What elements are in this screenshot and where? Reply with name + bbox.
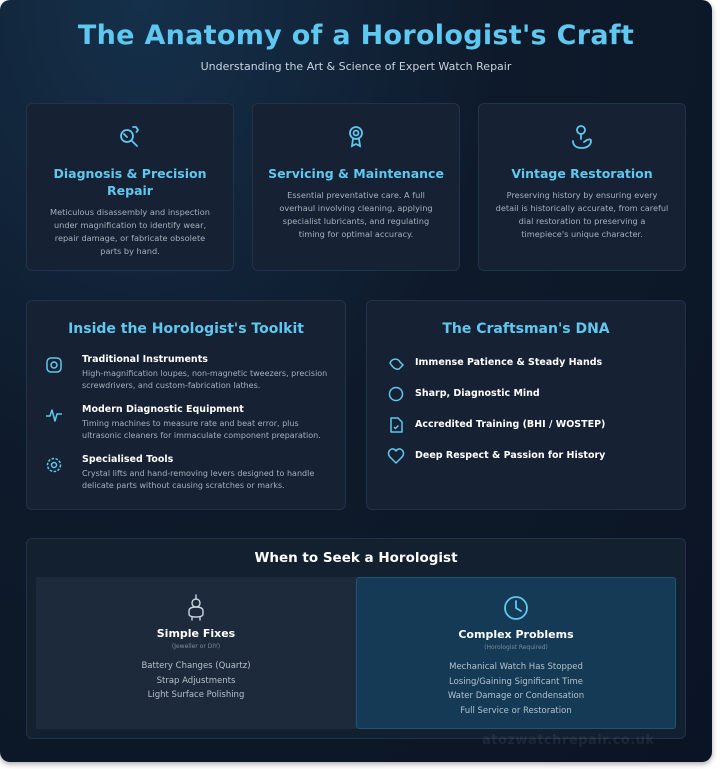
simple-fixes-panel (36, 577, 356, 729)
robot-icon (183, 593, 209, 621)
list-item: Full Service or Restoration (460, 705, 572, 716)
complex-problems-list (357, 660, 675, 718)
toolkit-item (45, 354, 333, 398)
watermark: atozwatchrepair.co.uk (482, 733, 655, 748)
mind-icon (387, 385, 405, 403)
service-description: Meticulous disassembly and inspection under magnification to identify wear, repair damage, or fabricate obsolete parts by hand. (50, 207, 210, 256)
simple-fixes-title: Simple Fixes (156, 627, 236, 640)
dna-item (387, 447, 673, 469)
complex-problems-title: Complex Problems (458, 628, 574, 641)
toolkit-item-title: Modern Diagnostic Equipment (82, 404, 244, 415)
list-item: Mechanical Watch Has Stopped (449, 662, 583, 672)
toolkit-item-title: Specialised Tools (82, 454, 174, 465)
toolkit-card (26, 300, 346, 510)
toolkit-item-description: Crystal lifts and hand-removing levers designed to handle delicate parts without causing scratches or marks. (82, 469, 315, 490)
when-title: When to Seek a Horologist (254, 550, 458, 566)
service-title: Servicing & Maintenance (268, 166, 444, 181)
service-title: Vintage Restoration (511, 166, 653, 181)
dna-item (387, 416, 673, 438)
dna-item-label: Immense Patience & Steady Hands (415, 357, 603, 368)
page-subtitle: Understanding the Art & Science of Expert Watch Repair (200, 60, 512, 73)
toolkit-title: Inside the Horologist's Toolkit (68, 321, 304, 337)
list-item: Battery Changes (Quartz) (141, 661, 251, 671)
service-title: Diagnosis & Precision Repair (53, 166, 207, 198)
service-card-restoration (478, 103, 686, 271)
gear-icon (45, 456, 63, 474)
page-title: The Anatomy of a Horologist's Craft (77, 20, 635, 51)
service-card-diagnosis (26, 103, 234, 271)
dna-item (387, 385, 673, 407)
magnifier-wrench-icon (116, 122, 144, 150)
list-item: Losing/Gaining Significant Time (449, 676, 583, 687)
complex-problems-panel (356, 577, 676, 729)
dna-item-label: Sharp, Diagnostic Mind (415, 388, 540, 399)
list-item: Light Surface Polishing (147, 690, 245, 700)
award-medal-icon (342, 122, 370, 150)
dna-title: The Craftsman's DNA (442, 321, 610, 337)
toolkit-item (45, 454, 333, 498)
clock-icon (502, 594, 530, 622)
toolkit-item-description: High-magnification loupes, non-magnetic tweezers, precision screwdrivers, and custom-fabrication lathes. (82, 369, 328, 390)
toolkit-item (45, 404, 333, 448)
service-description: Preserving history by ensuring every detail is historically accurate, from careful dial restoration to preserving a timepiece's unique character. (495, 190, 669, 239)
hand-holding-icon (568, 122, 596, 150)
dna-item (387, 354, 673, 376)
instrument-icon (45, 356, 63, 374)
dna-card (366, 300, 686, 510)
service-card-servicing (252, 103, 460, 271)
steady-hand-icon (387, 354, 405, 372)
toolkit-item-title: Traditional Instruments (82, 354, 208, 365)
list-item: Water Damage or Condensation (447, 691, 585, 701)
service-description: Essential preventative care. A full overhaul involving cleaning, applying specialist lubricants, and regulating timing for optimal accuracy. (279, 190, 433, 239)
simple-fixes-list (36, 659, 356, 703)
toolkit-item-description: Timing machines to measure rate and beat error, plus ultrasonic cleaners for immaculate component preparation. (82, 419, 321, 440)
complex-problems-note: (Horologist Required) (484, 644, 548, 651)
heart-icon (387, 447, 405, 465)
dna-item-label: Accredited Training (BHI / WOSTEP) (415, 419, 606, 430)
list-item: Strap Adjustments (156, 675, 236, 686)
pulse-icon (45, 406, 63, 424)
certificate-icon (387, 416, 405, 434)
dna-item-label: Deep Respect & Passion for History (415, 450, 606, 461)
simple-fixes-note: (Jeweller or DIY) (171, 643, 221, 650)
